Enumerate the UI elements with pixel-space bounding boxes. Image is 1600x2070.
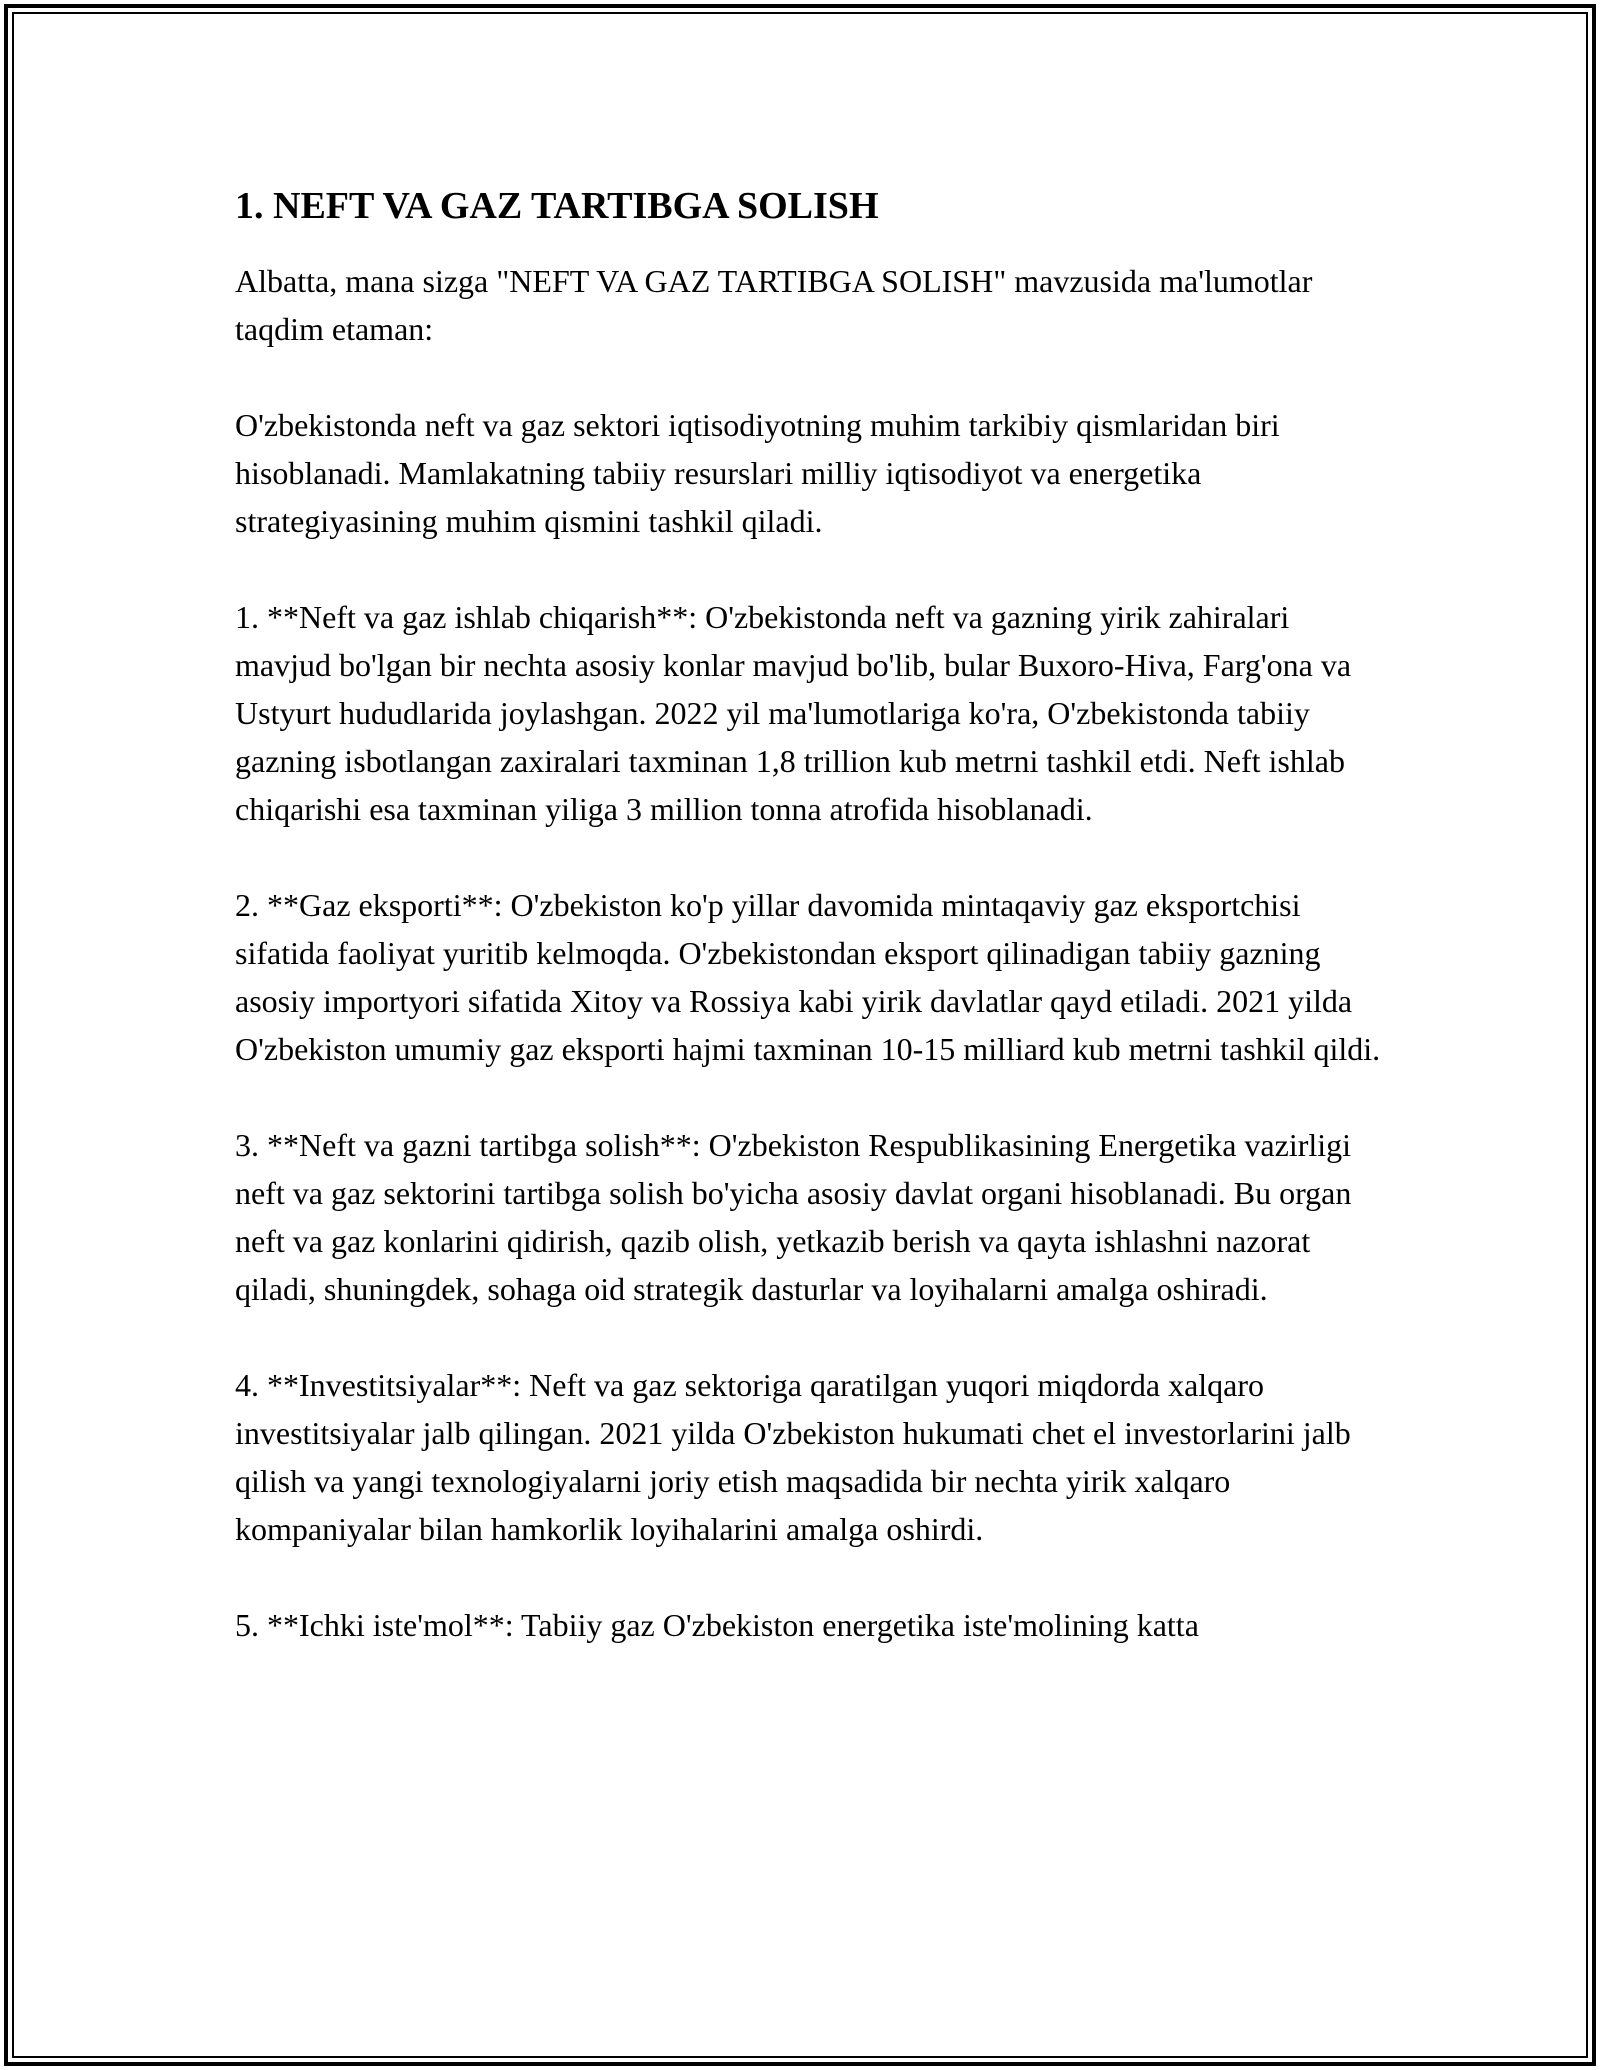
paragraph-domestic-consumption: 5. **Ichki iste'mol**: Tabiiy gaz O'zbekiston energetika iste'molining katta — [235, 1607, 1199, 1644]
paragraph-regulation: 3. **Neft va gazni tartibga solish**: O'zbekiston Respublikasining Energetika vazirligi neft va gaz sektorini tartibga solish bo'yicha asosiy davlat organi hisoblanadi. Bu organ neft va gaz konlarini qidirish, qazib olish, yetkazib berish va qayta ishlashni nazorat qiladi, shuningdek, sohaga oid strategik dasturlar va loyihalarni amalga oshiradi. — [235, 1127, 1352, 1308]
paragraph-production: 1. **Neft va gaz ishlab chiqarish**: O'zbekistonda neft va gazning yirik zahiralari mavjud bo'lgan bir nechta asosiy konlar mavjud bo'lib, bular Buxoro-Hiva, Farg'ona va Ustyurt hududlarida joylashgan. 2022 yil ma'lumotlariga ko'ra, O'zbekistonda tabiiy gazning isbotlangan zaxiralari taxminan 1,8 trillion kub metrni tashkil etdi. Neft ishlab chiqarishi esa taxminan yiliga 3 million tonna atrofida hisoblanadi. — [235, 599, 1352, 828]
paragraph-overview: O'zbekistonda neft va gaz sektori iqtisodiyotning muhim tarkibiy qismlaridan biri hisoblanadi. Mamlakatning tabiiy resurslari milliy iqtisodiyot va energetika strategiyasining muhim qismini tashkil qiladi. — [235, 407, 1280, 540]
paragraph-investments: 4. **Investitsiyalar**: Neft va gaz sektoriga qaratilgan yuqori miqdorda xalqaro investitsiyalar jalb qilingan. 2021 yilda O'zbekiston hukumati chet el investorlarini jalb qilish va yangi texnologiyalarni joriy etish maqsadida bir nechta yirik xalqaro kompaniyalar bilan hamkorlik loyihalarini amalga oshirdi. — [235, 1367, 1351, 1548]
paragraph-gas-export: 2. **Gaz eksporti**: O'zbekiston ko'p yillar davomida mintaqaviy gaz eksportchisi sifatida faoliyat yuritib kelmoqda. O'zbekistondan eksport qilinadigan tabiiy gazning asosiy importyori sifatida Xitoy va Rossiya kabi yirik davlatlar qayd etiladi. 2021 yilda O'zbekiston umumiy gaz eksporti hajmi taxminan 10-15 milliard kub metrni tashkil qildi. — [235, 887, 1381, 1068]
document-body — [235, 182, 1385, 1697]
paragraph-intro: Albatta, mana sizga "NEFT VA GAZ TARTIBGA SOLISH" mavzusida ma'lumotlar taqdim etaman: — [235, 263, 1313, 348]
document-title: 1. NEFT VA GAZ TARTIBGA SOLISH — [235, 185, 879, 227]
